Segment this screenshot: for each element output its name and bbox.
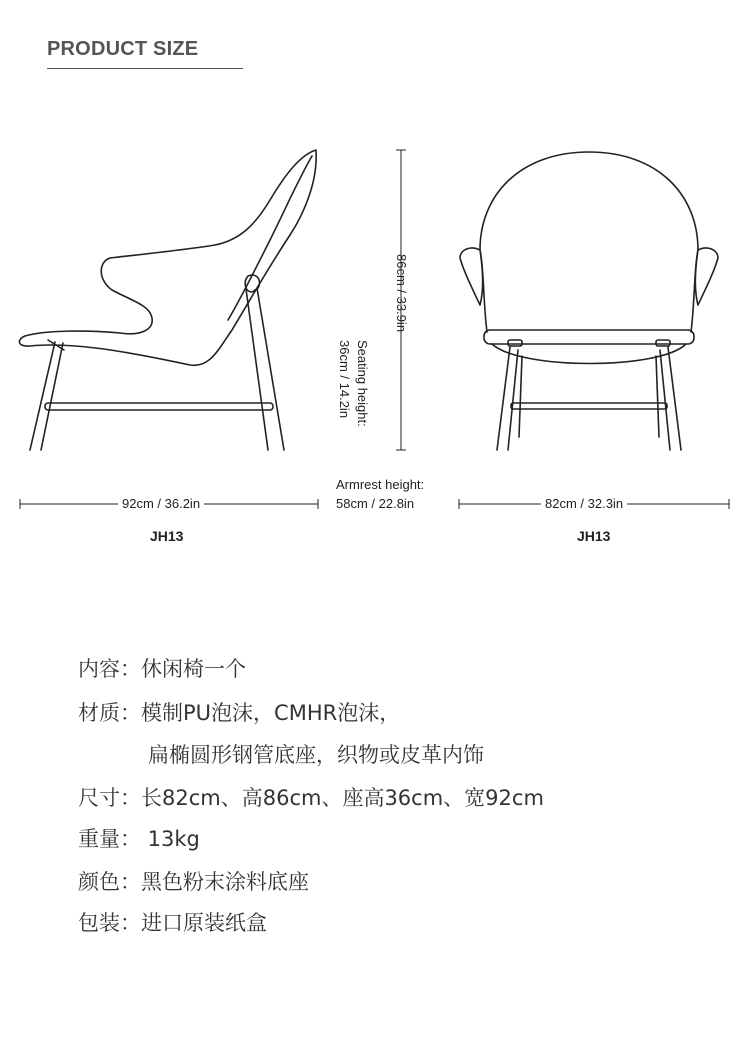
- spec-key: 尺寸：: [78, 786, 141, 810]
- spec-value: 长82cm、高86cm、座高36cm、宽92cm: [141, 786, 544, 810]
- spec-key: 重量：: [78, 827, 141, 851]
- front-right-arm: [695, 248, 718, 305]
- armrest-height-label: Armrest height:: [336, 477, 425, 492]
- front-seat-cushion: [484, 330, 694, 344]
- front-mount-left: [508, 340, 522, 346]
- spec-value: 13kg: [141, 827, 200, 851]
- side-shell-inner: [228, 156, 312, 320]
- side-stretcher: [45, 403, 273, 410]
- spec-row-contents: [78, 653, 246, 683]
- side-back-leg-rear: [257, 288, 284, 450]
- front-leg-right-rear: [656, 356, 659, 437]
- spec-key: 颜色：: [78, 870, 141, 894]
- spec-value: 休闲椅一个: [141, 657, 246, 681]
- spec-value: 扁椭圆形钢管底座，织物或皮革内饰: [148, 743, 484, 767]
- spec-key: 包装：: [78, 911, 141, 935]
- seating-height-label: Seating height:: [355, 340, 370, 427]
- front-leg-right-inner: [660, 350, 670, 450]
- width-label: 82cm / 32.3in: [541, 496, 627, 511]
- depth-label: 92cm / 36.2in: [118, 496, 204, 511]
- spec-row-weight: [78, 823, 200, 853]
- side-back-leg-front: [246, 289, 268, 450]
- spec-value: 进口原装纸盒: [141, 911, 267, 935]
- section-title: PRODUCT SIZE: [47, 38, 199, 60]
- side-front-leg-rear: [41, 343, 63, 450]
- spec-row-material: [78, 697, 400, 727]
- spec-value: 模制PU泡沫，CMHR泡沫，: [141, 701, 401, 725]
- spec-key: 材质：: [78, 701, 141, 725]
- chair-front-view: [460, 152, 718, 450]
- armrest-height-value: 58cm / 22.8in: [336, 496, 415, 511]
- spec-row-size: [78, 782, 544, 812]
- spec-row-color: [78, 866, 309, 896]
- chair-side-view: [19, 150, 316, 450]
- front-left-arm: [460, 248, 483, 305]
- seating-height-value: 36cm / 14.2in: [337, 340, 352, 419]
- height-label: 86cm / 33.9in: [394, 254, 409, 333]
- side-seat-shell: [19, 150, 316, 365]
- spec-row-packaging: [78, 907, 267, 937]
- spec-key: 内容：: [78, 657, 141, 681]
- spec-value: 黑色粉末涂料底座: [141, 870, 309, 894]
- front-leg-left-rear: [519, 356, 522, 437]
- front-backrest: [480, 152, 698, 332]
- model-label-side: JH13: [150, 528, 184, 544]
- front-stretcher: [511, 403, 667, 409]
- spec-row-material-cont: [148, 739, 484, 769]
- model-label-front: JH13: [577, 528, 611, 544]
- front-mount-right: [656, 340, 670, 346]
- side-front-leg-front: [30, 342, 55, 450]
- front-leg-right-outer: [668, 347, 681, 450]
- front-leg-left-inner: [508, 350, 518, 450]
- front-leg-left-outer: [497, 347, 510, 450]
